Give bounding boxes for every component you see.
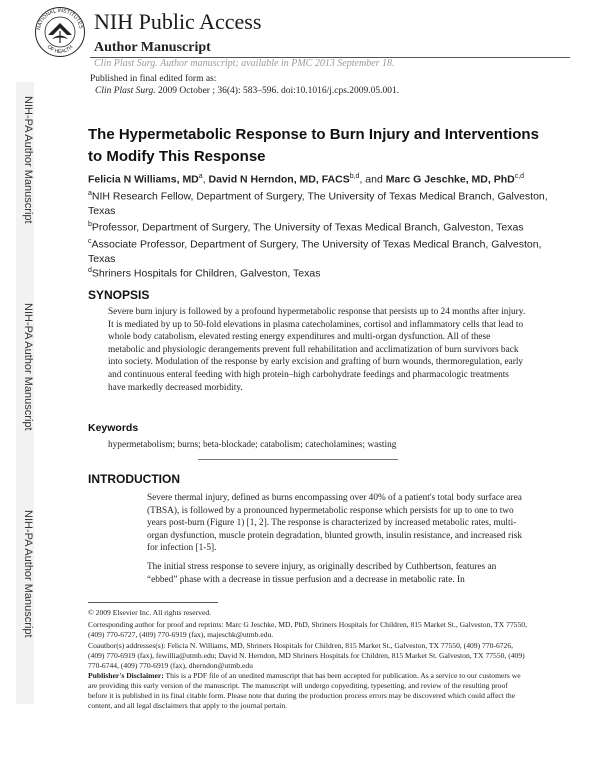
citation-journal: Clin Plast Surg. <box>95 86 156 96</box>
affiliation-text: Shriners Hospitals for Children, Galveston, Texas <box>91 267 321 280</box>
author-list <box>88 173 548 186</box>
citation <box>95 86 399 96</box>
svg-text:OF HEALTH: OF HEALTH <box>45 44 75 56</box>
introduction-heading: INTRODUCTION <box>88 472 180 486</box>
svg-text:NATIONAL INSTITUTES: NATIONAL INSTITUTES <box>36 7 84 31</box>
affiliation-text: Associate Professor, Department of Surgery, The University of Texas Medical Branch, Galveston, Texas <box>88 238 542 265</box>
author-sep: , <box>202 173 209 186</box>
disclaimer-label: Publisher's Disclaimer: <box>88 671 164 680</box>
synopsis-text: Severe burn injury is followed by a profound hypermetabolic response that persists up to 24 months after injury. It is mediated by up to 50-fold elevations in plasma catecholamines, cortisol and inflammatory cells that lead to whole body catabolism, elevated resting energy expenditures and multi-organ dysfunction. All of these metabolic and physiologic derangements prevent full rehabilitation and acclimatization of burn survivors back into society. Modulation of the response by early excision and grafting of burn wounds, thermoregulation, early and continuous enteral feeding with high protein–high carbohydrate feedings and pharmacologic treatments have markedly decreased morbidity. <box>108 307 526 393</box>
publisher-disclaimer <box>88 671 528 711</box>
nih-seal-logo <box>34 6 86 58</box>
keywords-heading: Keywords <box>88 422 139 434</box>
affiliation-sup: b <box>88 221 92 228</box>
keywords-rule <box>198 459 398 460</box>
footnote-rule <box>88 602 218 603</box>
availability-text: Author manuscript; available in PMC 2013 September 18. <box>157 58 395 69</box>
nih-public-access-title: NIH Public Access <box>94 9 262 34</box>
affiliation <box>88 264 548 281</box>
introduction-paragraph-2: The initial stress response to severe injury, as originally described by Cuthbertson, features an “ebbed” phase with a decrease in tissue perfusion and a decrease in metabolic rate. In <box>147 562 497 585</box>
copyright-note: © 2009 Elsevier Inc. All rights reserved. <box>88 608 212 617</box>
affiliation <box>88 218 548 235</box>
article-title: The Hypermetabolic Response to Burn Injury and Interventions to Modify This Response <box>88 126 539 165</box>
author-manuscript-label: Author Manuscript <box>94 40 211 55</box>
affiliation-text: NIH Research Fellow, Department of Surgery, The University of Texas Medical Branch, Galveston, Texas <box>88 190 548 217</box>
author-sup: b,d <box>349 173 360 180</box>
author-sup: c,d <box>514 173 525 180</box>
keywords-text: hypermetabolism; burns; beta-blockade; catabolism; catecholamines; wasting <box>108 440 397 450</box>
author-sep: , and <box>359 173 386 186</box>
corresponding-author-note: Corresponding author for proof and reprints: Marc G Jeschke, MD, PhD, Shriners Hospitals for Children, 815 Market St., Galveston, TX 77550, (409) 770-6727, (409) 770-6919 (fax), majeschk@utmb.edu. <box>88 620 527 639</box>
affiliation-sup: d <box>88 267 92 274</box>
disclaimer-text: This is a PDF file of an unedited manuscript that has been accepted for publication. As a service to our customers we are providing this early version of the manuscript. The manuscript will undergo copyediting, typesetting, and review of the resulting proof before it is published in its final citable form. Please note that during the production process errors may be discovered which could affect the content, and all legal disclaimers that apply to the journal pertain. <box>88 671 521 710</box>
affiliation <box>88 187 548 218</box>
side-label-middle: NIH-PA Author Manuscript <box>22 303 34 431</box>
coauthors-note: Coauthor(s) addresses(s): Felicia N. Williams, MD, Shriners Hospitals for Children, 815 Market St., Galveston, TX 77550, (409) 770-6726, (409) 770-6919 (fax), fewillia@utmb.edu; David N. Herndon, MD Shriners Hospitals for Children, 815 Market St. Galveston, TX 77550, (409) 770-6744, (409) 770-6919 (fax), dherndon@utmb.edu <box>88 641 525 670</box>
synopsis-heading: SYNOPSIS <box>88 288 150 302</box>
availability-journal: Clin Plast Surg. <box>94 58 158 69</box>
citation-details: 2009 October ; 36(4): 583–596. doi:10.1016/j.cps.2009.05.001. <box>155 86 400 96</box>
affiliation-sup: c <box>88 238 92 245</box>
author-name: Felicia N Williams, MD <box>88 173 199 186</box>
affiliation-text: Professor, Department of Surgery, The University of Texas Medical Branch, Galveston, Texas <box>91 221 524 234</box>
author-sup: a <box>198 173 203 180</box>
author-name: Marc G Jeschke, MD, PhD <box>385 173 515 186</box>
author-name: David N Herndon, MD, FACS <box>208 173 350 186</box>
published-label: Published in final edited form as: <box>90 74 217 84</box>
side-label-top: NIH-PA Author Manuscript <box>22 96 34 224</box>
availability-note <box>94 58 395 69</box>
side-label-bottom: NIH-PA Author Manuscript <box>22 510 34 638</box>
affiliation-sup: a <box>88 190 92 197</box>
affiliation <box>88 235 548 266</box>
introduction-paragraph-1: Severe thermal injury, defined as burns encompassing over 40% of a patient's total body surface area (TBSA), is followed by a pronounced hypermetabolic response which persists for up to one to two years post-burn (Figure 1) [1, 2]. The response is characterized by increased metabolic rates, multi-organ dysfunction, muscle protein degradation, blunted growth, insulin resistance, and increased risk for infection [1-5]. <box>147 493 522 554</box>
